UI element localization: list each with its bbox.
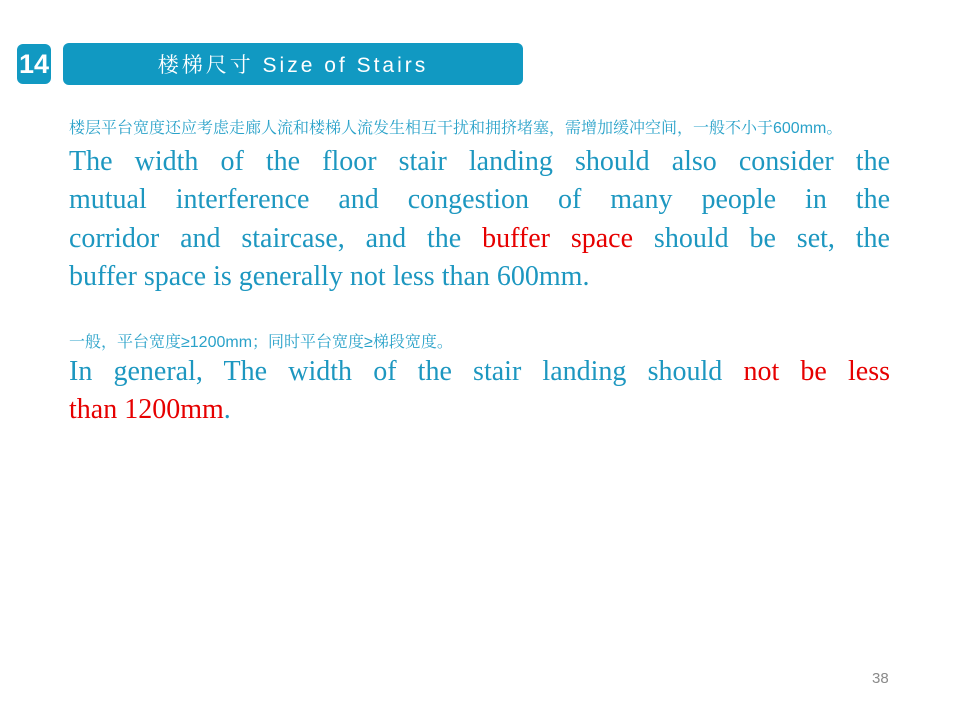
page-number: 38 <box>872 670 889 687</box>
body-text: buffer space is generally not less than 600mm. <box>69 261 590 293</box>
text-line <box>69 143 890 181</box>
section-number-badge: 14 <box>17 44 51 84</box>
chinese-note-1: 楼层平台宽度还应考虑走廊人流和楼梯人流发生相互干扰和拥挤堵塞，需增加缓冲空间，一般不小于600mm。 <box>69 120 843 137</box>
body-text: In general, The width of the stair landing should <box>69 356 744 387</box>
text-line <box>69 220 890 258</box>
text-line <box>69 353 890 391</box>
chinese-note-2: 一般，平台宽度≥1200mm；同时平台宽度≥梯段宽度。 <box>69 334 453 351</box>
slide-title: 楼梯尺寸 Size of Stairs <box>157 54 429 77</box>
highlighted-text: than 1200mm <box>69 394 224 426</box>
text-line <box>69 181 890 219</box>
text-line <box>69 391 890 429</box>
text-line <box>69 258 890 296</box>
highlighted-text: not be less <box>743 356 890 387</box>
body-text: The width of the floor stair landing should also consider the <box>69 146 890 177</box>
body-text: should be set, the <box>633 222 890 254</box>
title-bar <box>63 43 523 85</box>
highlighted-text: buffer space <box>482 222 634 254</box>
body-text: corridor and staircase, and the <box>69 222 483 254</box>
english-paragraph-2 <box>69 353 890 430</box>
body-text: mutual interference and congestion of many people in the <box>69 184 890 216</box>
english-paragraph-1 <box>69 143 890 297</box>
body-text: . <box>223 394 231 426</box>
